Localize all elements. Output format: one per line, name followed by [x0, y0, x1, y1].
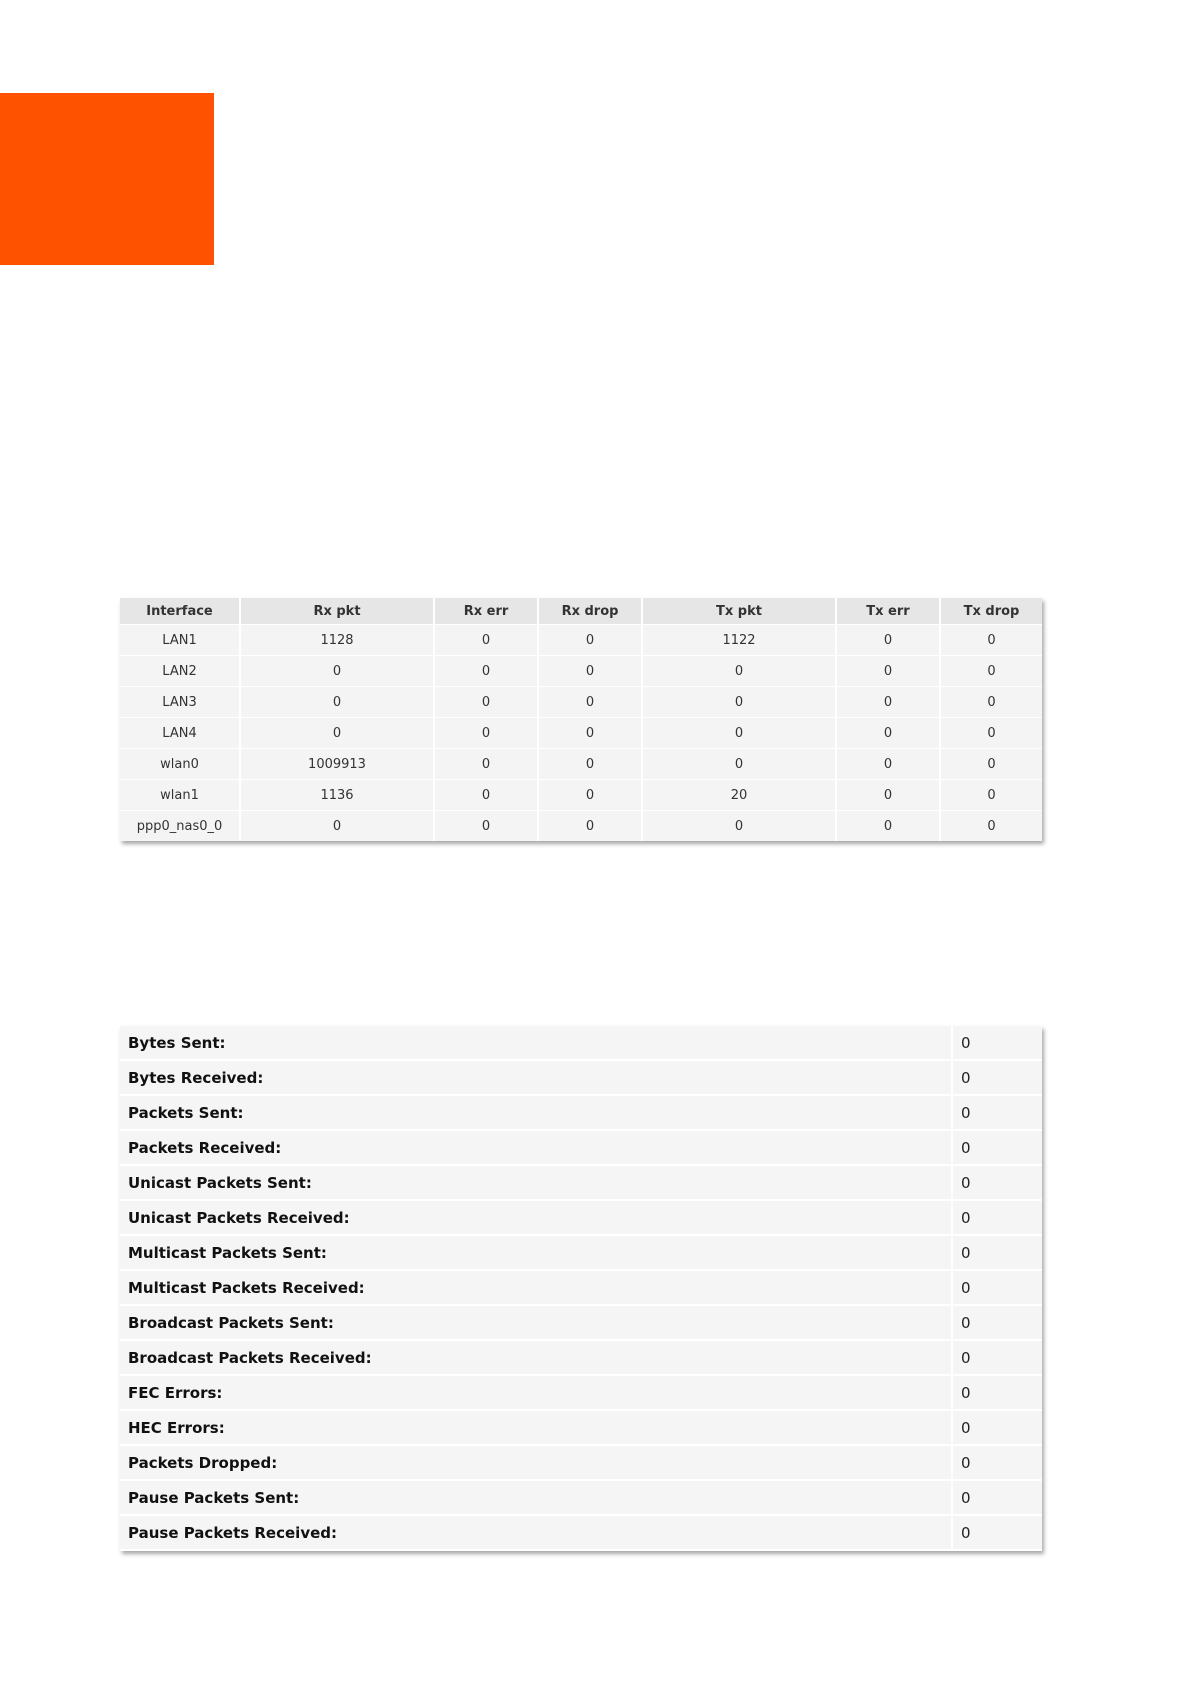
column-header: Rx drop	[538, 598, 642, 625]
counter-value: 0	[952, 1480, 1042, 1515]
counter-cell: 0	[538, 780, 642, 811]
interface-name-cell: wlan0	[120, 749, 240, 780]
counter-row	[120, 1235, 1042, 1270]
counter-row	[120, 1515, 1042, 1550]
counter-cell: 0	[434, 749, 538, 780]
counter-label: Pause Packets Sent:	[120, 1480, 952, 1515]
counter-cell: 0	[836, 718, 940, 749]
counter-value: 0	[952, 1095, 1042, 1130]
counter-cell: 20	[642, 780, 836, 811]
column-header: Rx pkt	[240, 598, 434, 625]
counter-cell: 0	[940, 687, 1042, 718]
counter-label: Unicast Packets Sent:	[120, 1165, 952, 1200]
counter-value: 0	[952, 1130, 1042, 1165]
counter-cell: 0	[538, 749, 642, 780]
counter-cell: 0	[642, 718, 836, 749]
counter-cell: 0	[538, 656, 642, 687]
counter-cell: 0	[642, 656, 836, 687]
counter-value: 0	[952, 1375, 1042, 1410]
counter-cell: 0	[836, 811, 940, 842]
counter-row	[120, 1026, 1042, 1060]
table-row	[120, 625, 1042, 656]
counter-row	[120, 1445, 1042, 1480]
interface-name-cell: LAN2	[120, 656, 240, 687]
counter-cell: 1128	[240, 625, 434, 656]
interface-statistics-panel	[120, 598, 1042, 841]
counter-row	[120, 1410, 1042, 1445]
table-row	[120, 687, 1042, 718]
counter-value: 0	[952, 1340, 1042, 1375]
counter-row	[120, 1340, 1042, 1375]
counter-value: 0	[952, 1200, 1042, 1235]
counter-label: Packets Sent:	[120, 1095, 952, 1130]
counter-cell: 0	[940, 656, 1042, 687]
counter-cell: 0	[538, 811, 642, 842]
column-header: Tx err	[836, 598, 940, 625]
counter-cell: 1122	[642, 625, 836, 656]
interface-name-cell: LAN4	[120, 718, 240, 749]
counter-cell: 0	[434, 780, 538, 811]
interface-name-cell: ppp0_nas0_0	[120, 811, 240, 842]
counter-cell: 0	[940, 625, 1042, 656]
counter-cell: 0	[434, 811, 538, 842]
counter-cell: 0	[240, 687, 434, 718]
counter-cell: 0	[642, 749, 836, 780]
counter-cell: 0	[434, 687, 538, 718]
counter-label: Pause Packets Received:	[120, 1515, 952, 1550]
counter-label: Bytes Received:	[120, 1060, 952, 1095]
counter-cell: 0	[836, 749, 940, 780]
counter-value: 0	[952, 1515, 1042, 1550]
counter-label: HEC Errors:	[120, 1410, 952, 1445]
counter-cell: 1136	[240, 780, 434, 811]
interface-name-cell: LAN3	[120, 687, 240, 718]
counter-cell: 0	[642, 687, 836, 718]
interface-name-cell: LAN1	[120, 625, 240, 656]
table-row	[120, 811, 1042, 842]
counter-row	[120, 1200, 1042, 1235]
counter-cell: 0	[940, 718, 1042, 749]
counter-label: Broadcast Packets Sent:	[120, 1305, 952, 1340]
counter-cell: 0	[836, 780, 940, 811]
counter-label: Multicast Packets Received:	[120, 1270, 952, 1305]
column-header: Rx err	[434, 598, 538, 625]
counter-row	[120, 1375, 1042, 1410]
counter-value: 0	[952, 1165, 1042, 1200]
counter-row	[120, 1060, 1042, 1095]
counter-cell: 0	[538, 625, 642, 656]
counter-row	[120, 1130, 1042, 1165]
counter-cell: 0	[940, 749, 1042, 780]
column-header: Interface	[120, 598, 240, 625]
counter-cell: 0	[836, 687, 940, 718]
orange-chapter-block	[0, 93, 214, 265]
counter-value: 0	[952, 1445, 1042, 1480]
counter-value: 0	[952, 1235, 1042, 1270]
xdsl-counters-panel	[120, 1026, 1042, 1551]
counter-label: FEC Errors:	[120, 1375, 952, 1410]
counter-label: Packets Received:	[120, 1130, 952, 1165]
counter-cell: 0	[940, 811, 1042, 842]
counter-cell: 0	[240, 811, 434, 842]
counter-label: Multicast Packets Sent:	[120, 1235, 952, 1270]
counter-row	[120, 1305, 1042, 1340]
counter-label: Packets Dropped:	[120, 1445, 952, 1480]
table-header-row	[120, 598, 1042, 625]
counter-value: 0	[952, 1026, 1042, 1060]
xdsl-counters-table	[120, 1026, 1042, 1551]
counter-cell: 0	[240, 718, 434, 749]
counter-cell: 0	[434, 656, 538, 687]
table-row	[120, 718, 1042, 749]
counter-value: 0	[952, 1305, 1042, 1340]
counter-value: 0	[952, 1270, 1042, 1305]
counter-cell: 0	[940, 780, 1042, 811]
table-row	[120, 780, 1042, 811]
counter-row	[120, 1165, 1042, 1200]
counter-row	[120, 1095, 1042, 1130]
counter-value: 0	[952, 1410, 1042, 1445]
counter-label: Unicast Packets Received:	[120, 1200, 952, 1235]
counter-label: Broadcast Packets Received:	[120, 1340, 952, 1375]
counter-cell: 0	[538, 718, 642, 749]
counter-cell: 0	[240, 656, 434, 687]
counter-cell: 0	[836, 625, 940, 656]
counter-cell: 0	[642, 811, 836, 842]
counter-cell: 0	[538, 687, 642, 718]
counter-cell: 0	[434, 718, 538, 749]
column-header: Tx pkt	[642, 598, 836, 625]
counter-row	[120, 1480, 1042, 1515]
interface-statistics-table	[120, 598, 1042, 841]
table-row	[120, 656, 1042, 687]
interface-name-cell: wlan1	[120, 780, 240, 811]
counter-value: 0	[952, 1060, 1042, 1095]
counter-row	[120, 1270, 1042, 1305]
table-row	[120, 749, 1042, 780]
counter-cell: 0	[434, 625, 538, 656]
column-header: Tx drop	[940, 598, 1042, 625]
counter-cell: 0	[836, 656, 940, 687]
counter-cell: 1009913	[240, 749, 434, 780]
counter-label: Bytes Sent:	[120, 1026, 952, 1060]
